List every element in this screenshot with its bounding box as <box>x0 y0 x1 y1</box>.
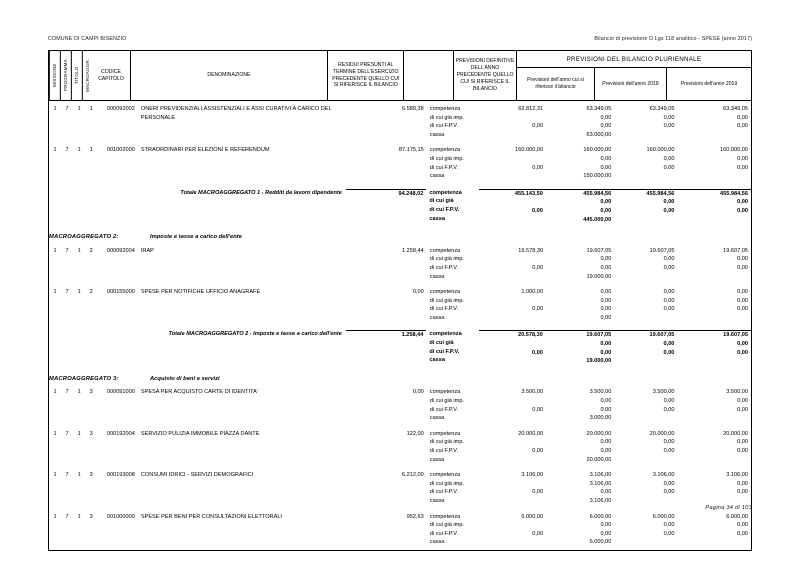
cell-denominazione: SPESE PER BENI PER CONSULTAZIONI ELETTORALI <box>140 513 282 520</box>
cell-residui: 1.258,44 <box>402 247 424 254</box>
total-cell-previsioni-definitive: 20.578,30 0,00 <box>479 330 546 365</box>
cell-missione: 1 <box>53 513 57 520</box>
cell-tipo-labels: competenza di cui già imp. di cui F.P.V. cassa <box>429 389 464 422</box>
cell-tipo-labels: competenza di cui già imp. di cui F.P.V. cassa <box>429 472 464 504</box>
cell-denominazione: IRAP <box>140 247 154 254</box>
column-header-denominazione: DENOMINAZIONE <box>131 51 329 100</box>
cell-codice-capitolo: 000193008 <box>106 472 135 479</box>
cell-previsioni-definitive: 19.578,30 0,00 <box>518 247 544 271</box>
running-head <box>48 36 752 46</box>
cell-previsioni-anno-2018: 3.500,00 0,00 0,00 <box>652 389 675 413</box>
column-header-codice-capitolo: CODICE CAPITOLO <box>92 51 130 100</box>
macroaggregato-heading-row <box>49 228 751 243</box>
cell-programma: 7 <box>65 513 69 520</box>
cell-tipo-labels: competenza di cui già imp. di cui F.P.V. cassa <box>429 289 464 321</box>
cell-residui: 952,63 <box>406 513 424 520</box>
column-header-missione: MISSIONE <box>49 51 60 100</box>
cell-previsioni-anno-2019: 19.607,05 0,00 0,00 <box>723 247 749 271</box>
macroaggregato-value: Imposte e tasse a carico dell'ente <box>150 234 242 241</box>
macroaggregato-key: MACROAGGREGATO 2: <box>49 234 119 241</box>
column-header-titolo: TITOLO <box>71 51 82 100</box>
total-cell-previsioni-anno-2018: 19.607,05 0,00 0,00 <box>614 330 677 365</box>
cell-titolo: 1 <box>77 247 81 254</box>
cell-previsioni-anno-2019: 20.000,00 0,00 0,00 <box>723 430 749 454</box>
cell-previsioni-definitive: 160.000,00 0,00 <box>515 147 544 171</box>
cell-titolo: 1 <box>77 106 81 112</box>
table-row <box>49 142 751 183</box>
cell-residui: 87.175,15 <box>398 147 424 154</box>
cell-tipo-labels: competenza di cui già imp. di cui F.P.V. cassa <box>429 106 464 138</box>
cell-previsioni-anno-2019: 3.500,00 0,00 0,00 <box>726 389 749 413</box>
cell-missione: 1 <box>53 472 57 479</box>
cell-denominazione: SERVIZIO PULIZIA IMMOBILE PIAZZA DANTE <box>140 430 260 437</box>
table-total-row <box>49 325 751 369</box>
cell-codice-capitolo: 000192004 <box>106 430 135 437</box>
cell-previsioni-anno-corrente: 63.349,05 0,00 0,00 63.000,00 <box>586 106 612 138</box>
cell-residui: 0,00 <box>412 289 424 296</box>
table-row <box>49 284 751 325</box>
cell-denominazione: ONERI PREVIDENZIALI,ASSISTENZIALI E ASSI CURATIVI A CARICO DEL PERSONALE <box>140 106 332 121</box>
cell-programma: 7 <box>65 289 69 296</box>
cell-previsioni-anno-corrente: 20.000,00 0,00 0,00 20.000,00 <box>586 430 612 463</box>
cell-titolo: 1 <box>77 472 81 479</box>
cell-programma: 7 <box>65 430 69 437</box>
cell-tipo-labels: competenza di cui già imp. di cui F.P.V. cassa <box>429 513 464 546</box>
cell-previsioni-definitive: 3.500,00 0,00 <box>521 389 544 413</box>
cell-denominazione: STRAORDINARI PER ELEZIONI E REFERENDUM <box>140 147 270 154</box>
page-footer: Pagina 34 di 103 <box>705 505 752 511</box>
column-header-prev-anno-corrente: Previsioni dell'anno cui si riferisce il bilancio <box>517 68 595 100</box>
cell-titolo: 1 <box>77 389 81 396</box>
total-cell-previsioni-anno-2018: 455.984,56 0,00 0,00 <box>614 189 677 224</box>
column-header-macroaggr: MACROAGGR. <box>82 51 93 100</box>
cell-previsioni-anno-corrente: 3.106,00 3.106,00 0,00 3.106,00 <box>589 472 612 504</box>
cell-previsioni-anno-2018: 160.000,00 0,00 0,00 <box>646 147 675 171</box>
cell-macroaggregato: 3 <box>89 389 93 396</box>
cell-macroaggregato: 3 <box>89 472 93 479</box>
cell-previsioni-anno-2018: 3.106,00 0,00 0,00 <box>652 472 675 496</box>
cell-codice-capitolo: 000091000 <box>106 389 135 396</box>
cell-previsioni-anno-2019: 3.106,00 0,00 0,00 <box>726 472 749 496</box>
total-cell-residui: 1.258,44 <box>346 330 427 340</box>
cell-missione: 1 <box>53 147 57 154</box>
table-total-row <box>49 184 751 228</box>
cell-programma: 7 <box>65 106 69 112</box>
cell-titolo: 1 <box>77 513 81 520</box>
total-row-label: Totale MACROAGGREGATO 1 - Redditi da lavoro dipendente <box>180 189 342 196</box>
cell-missione: 1 <box>53 430 57 437</box>
cell-previsioni-definitive: 62.812,31 0,00 <box>518 106 544 130</box>
cell-previsioni-anno-corrente: 0,00 0,00 0,00 0,00 <box>600 289 612 321</box>
cell-residui: 6.589,38 <box>402 106 424 112</box>
cell-tipo-labels: competenza di cui già imp. di cui F.P.V. cassa <box>429 247 464 280</box>
cell-codice-capitolo: 000092002 <box>106 106 135 112</box>
table-row <box>49 243 751 284</box>
cell-programma: 7 <box>65 389 69 396</box>
column-header-tipo-spacer <box>404 51 454 100</box>
table-row <box>49 384 751 425</box>
macroaggregato-key: MACROAGGREGATO 3: <box>49 375 119 382</box>
total-cell-previsioni-anno-2019: 19.607,05 0,00 0,00 <box>677 330 751 365</box>
cell-previsioni-anno-2019: 160.000,00 0,00 0,00 <box>720 147 749 171</box>
cell-previsioni-anno-2018: 20.000,00 0,00 0,00 <box>649 430 675 454</box>
cell-titolo: 1 <box>77 289 81 296</box>
table-body <box>49 101 751 550</box>
column-header-residui: RESIDUI PRESUNTI AL TERMINE DELL'ESERCIZIO PRECEDENTE QUELLO CUI SI RIFERISCE IL BILANCIO <box>328 51 404 100</box>
cell-denominazione: SPESE PER NOTIFICHE UFFICIO ANAGRAFE <box>140 289 261 296</box>
cell-macroaggregato: 1 <box>89 106 93 112</box>
column-header-previsioni-definitive: PREVISIONI DEFINITIVE DELL'ANNO PRECEDENTE QUELLO CUI SI RIFERISCE IL BILANCIO <box>454 51 517 100</box>
cell-residui: 0,00 <box>412 389 424 396</box>
running-head-left: COMUNE DI CAMPI BISENZIO <box>48 36 127 42</box>
table-row <box>49 467 751 508</box>
total-cell-previsioni-anno-2019: 455.984,56 0,00 0,00 <box>677 189 751 224</box>
cell-denominazione: SPESA PER ACQUISTO CARTE DI IDENTITA' <box>140 389 258 396</box>
macroaggregato-value: Acquisto di beni e servizi <box>150 375 220 382</box>
column-header-prev-anno-2019: Previsioni dell'anno 2019 <box>680 80 738 87</box>
cell-programma: 7 <box>65 472 69 479</box>
cell-previsioni-anno-2018: 6.000,00 0,00 0,00 <box>652 513 675 537</box>
cell-previsioni-anno-2019: 63.349,05 0,00 0,00 <box>723 106 749 130</box>
cell-codice-capitolo: 000092004 <box>106 247 135 254</box>
cell-missione: 1 <box>53 106 57 112</box>
cell-previsioni-anno-2018: 19.607,05 0,00 0,00 <box>649 247 675 271</box>
cell-tipo-labels: competenza di cui già imp. di cui F.P.V. cassa <box>429 147 464 180</box>
cell-previsioni-definitive: 1.000,00 0,00 <box>521 289 544 313</box>
total-cell-tipo-labels: competenza di cui già di cui F.P.V. cassa <box>429 331 462 364</box>
cell-codice-capitolo: 001000000 <box>106 513 135 520</box>
table-row <box>49 509 751 550</box>
cell-programma: 7 <box>65 147 69 154</box>
cell-previsioni-anno-corrente: 160.000,00 0,00 0,00 150.000,00 <box>583 147 612 180</box>
cell-missione: 1 <box>53 247 57 254</box>
total-cell-tipo-labels: competenza di cui già di cui F.P.V. cassa <box>429 189 462 222</box>
column-header-prev-anno-2018: Previsioni dell'anno 2018 <box>595 68 667 100</box>
column-header-programma: PROGRAMMA <box>60 51 71 100</box>
cell-codice-capitolo: 000155000 <box>106 289 135 296</box>
cell-previsioni-definitive: 6.000,00 0,00 <box>521 513 544 537</box>
cell-missione: 1 <box>53 389 57 396</box>
budget-table <box>48 50 752 551</box>
column-header-group-pluriennale <box>517 51 751 100</box>
cell-macroaggregato: 2 <box>89 289 93 296</box>
cell-macroaggregato: 1 <box>89 147 93 154</box>
total-row-label: Totale MACROAGGREGATO 2 - Imposte e tasse a carico dell'ente <box>168 331 342 338</box>
macroaggregato-heading-row <box>49 370 751 385</box>
cell-residui: 122,00 <box>406 430 424 437</box>
cell-previsioni-anno-2019: 6.000,00 0,00 0,00 <box>726 513 749 537</box>
cell-titolo: 1 <box>77 147 81 154</box>
cell-previsioni-anno-2019: 0,00 0,00 0,00 <box>737 289 749 313</box>
cell-titolo: 1 <box>77 430 81 437</box>
cell-previsioni-definitive: 20.000,00 0,00 <box>518 430 544 454</box>
cell-denominazione: CONSUMI IDRICI - SERVIZI DEMOGRAFICI <box>140 472 254 479</box>
cell-tipo-labels: competenza di cui già imp. di cui F.P.V. cassa <box>429 430 464 463</box>
cell-missione: 1 <box>53 289 57 296</box>
total-cell-previsioni-definitive: 455.143,50 0,00 <box>479 189 546 224</box>
cell-previsioni-anno-corrente: 19.607,05 0,00 0,00 19.000,00 <box>586 247 612 280</box>
cell-previsioni-anno-corrente: 6.000,00 0,00 0,00 6.000,00 <box>589 513 612 546</box>
cell-programma: 7 <box>65 247 69 254</box>
cell-previsioni-definitive: 3.106,00 0,00 <box>521 472 544 496</box>
table-header-row <box>49 51 751 101</box>
cell-codice-capitolo: 001002000 <box>106 147 135 154</box>
cell-macroaggregato: 2 <box>89 247 93 254</box>
cell-macroaggregato: 3 <box>89 513 93 520</box>
group-header-title: PREVISIONI DEL BILANCIO PLURIENNALE <box>517 51 751 68</box>
total-cell-previsioni-anno-corrente: 455.984,56 0,00 0,00 445.000,00 <box>546 189 614 224</box>
cell-previsioni-anno-2018: 0,00 0,00 0,00 <box>663 289 675 313</box>
table-row <box>49 101 751 142</box>
running-head-right: Bilancio di previsione D Lgs 118 analitico - SPESE (anno 2017) <box>594 36 752 42</box>
cell-previsioni-anno-2018: 63.349,05 0,00 0,00 <box>649 106 675 130</box>
total-cell-residui: 94.248,02 <box>346 189 427 199</box>
cell-residui: 6.212,00 <box>402 472 424 479</box>
table-row <box>49 426 751 467</box>
cell-macroaggregato: 3 <box>89 430 93 437</box>
total-cell-previsioni-anno-corrente: 19.607,05 0,00 0,00 19.000,00 <box>546 330 614 365</box>
cell-previsioni-anno-corrente: 3.500,00 0,00 0,00 3.000,00 <box>589 389 612 422</box>
